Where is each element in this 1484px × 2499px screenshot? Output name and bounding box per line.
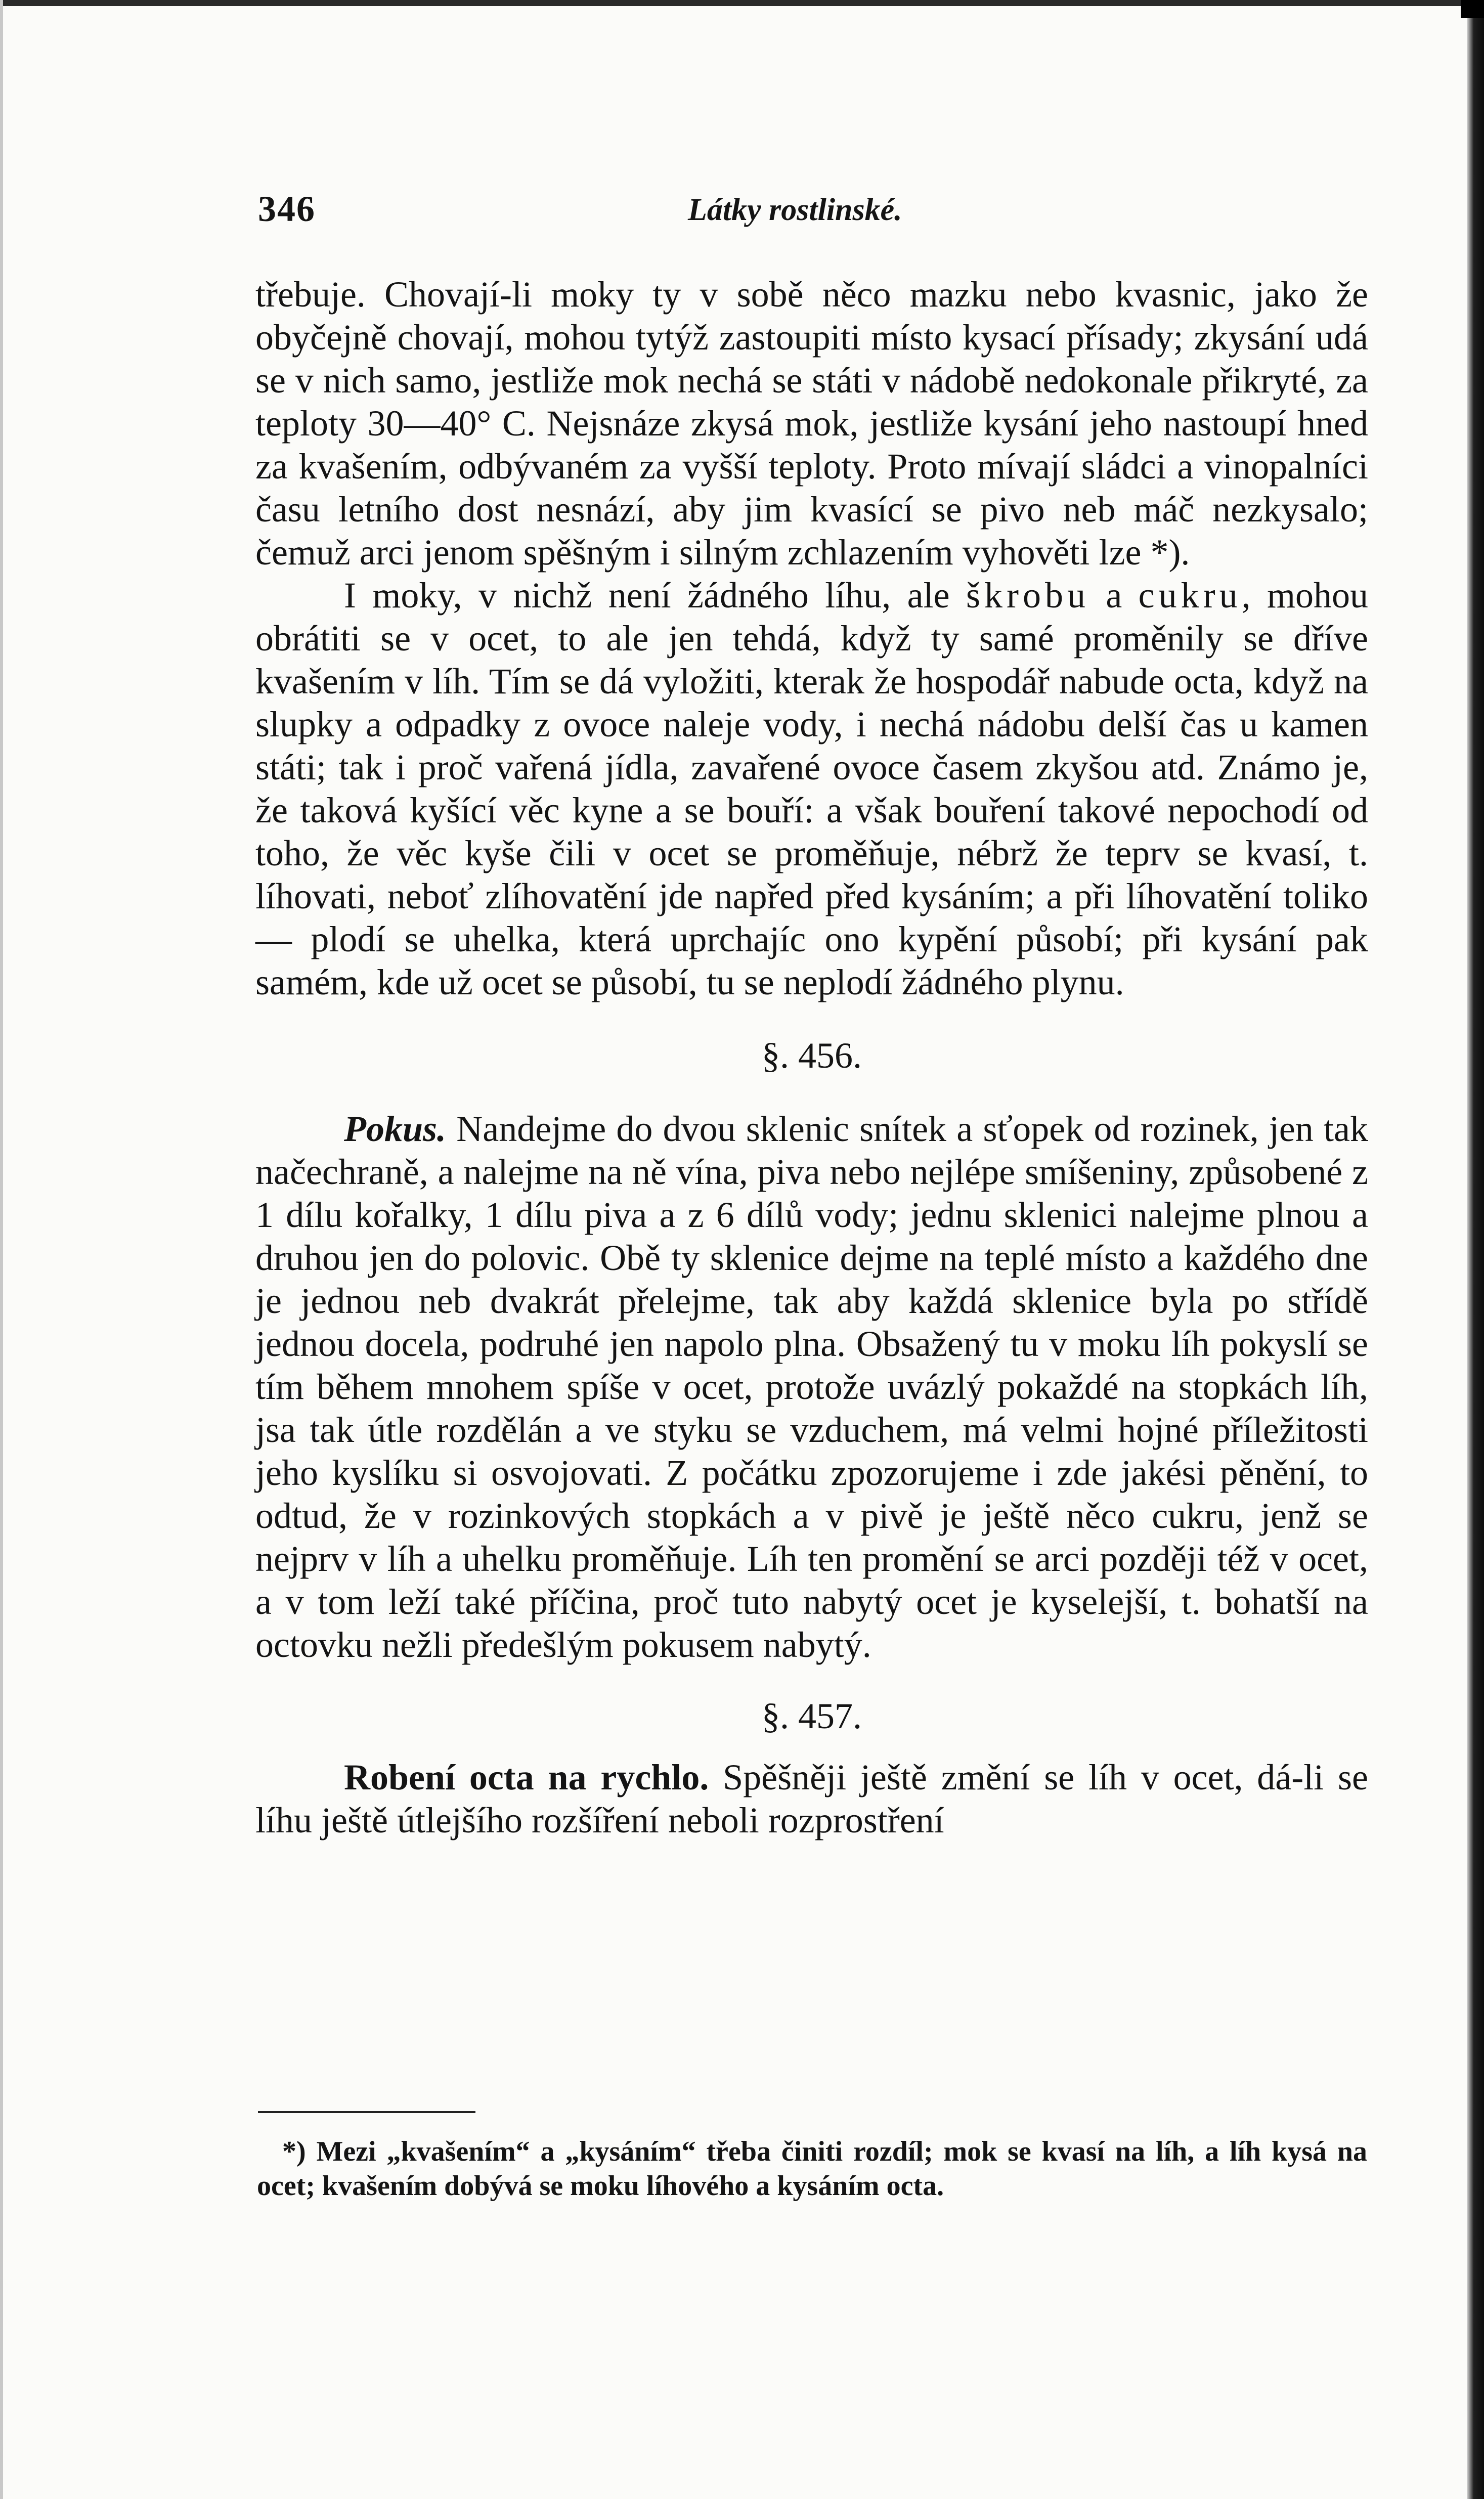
running-head: Látky rostlinské. bbox=[688, 193, 902, 227]
experiment-lead: Pokus. bbox=[344, 1109, 447, 1149]
scan-edge-top bbox=[0, 0, 1484, 6]
footnote bbox=[257, 2134, 1367, 2203]
paragraph-text: Spěšněji ještě změní se líh v ocet, dá-li se líhu ještě útlejšího rozšíření neboli rozprostření bbox=[255, 1757, 1369, 1840]
paragraph-text: , mohou obrátiti se v ocet, to ale jen tehdá, když ty samé proměnily se dříve kvašením v líh. Tím se dá vyložiti, kterak že hospodář nabude octa, když na slupky a odpadky z ovoce naleje vody, i nechá nádobu delší čas u kamen státi; tak i proč vařená jídla, zavařené ovoce časem zkyšou atd. Známo je, že taková kyšící věc kyne a se bouří: a však bouření takové nepochodí od toho, že věc kyše čili v ocet se proměňuje, nébrž že teprv se kvasí, t. líhovati, neboť zlíhovatění jde napřed před kysáním; a při líhovatění toliko — plodí se uhelka, která uprchajíc ono kypění působí; při kysání pak samém, kde už ocet se působí, tu se neplodí žádného plynu. bbox=[255, 575, 1368, 1002]
paragraph-text: a bbox=[1089, 575, 1139, 616]
paragraph-continuation: třebuje. Chovají-li moky ty v sobě něco mazku nebo kvasnic, jako že obyčejně chovají, mohou tytýž zastoupiti místo kysací přísady; zkysání udá se v nich samo, jestliže mok nechá se státi v nádobě nedokonale přikryté, za teploty 30—40° C. Nejsnáze zkysá mok, jestliže kysání jeho nastoupí hned za kvašením, odbývaném za vyšší teploty. Proto mívají sládci a vinopalníci času letního dost nesnází, aby jim kvasící se pivo neb máč nezkysalo; čemuž arci jenom spěšným i silným zchlazením vyhověti lze *). bbox=[255, 274, 1368, 573]
emphasis-starch: škrobu bbox=[966, 575, 1089, 616]
paragraph-text: Nandejme do dvou sklenic snítek a sťopek od rozinek, jen tak načechraně, a nalejme na ně vína, piva nebo nejlépe smíšeniny, způsobené z 1 dílu kořalky, 1 dílu piva a z 6 dílů vody; jednu sklenici nalejme plnou a druhou jen do polovic. Obě ty sklenice dejme na teplé místo a každého dne je jednou neb dvakrát přelejme, tak aby každá sklenice byla po střídě jednou docela, podruhé jen napolo plna. Obsažený tu v moku líh pokyslí se tím během mnohem spíše v ocet, protože uvázlý pokaždé na stopkách líh, jsa tak útle rozdělán a ve styku se vzduchem, má velmi hojné příležitosti jeho kyslíku si osvojovati. Z počátku zpozorujeme i zde jakési pěnění, to odtud, že v rozinkových stopkách a v pivě je ještě něco cukru, jenž se nejprv v líh a uhelku proměňuje. Líh ten promění se arci později též v ocet, a v tom leží také příčina, proč tuto nabytý ocet je kyselejší, t. bohatší na octovku nežli předešlým pokusem nabytý. bbox=[255, 1109, 1368, 1665]
section-heading-457: §. 457. bbox=[762, 1696, 862, 1736]
paragraph-quick-vinegar bbox=[255, 1756, 1368, 1842]
page-number: 346 bbox=[258, 189, 316, 229]
section-heading-456: §. 456. bbox=[762, 1035, 862, 1076]
emphasis-sugar: cukru bbox=[1138, 575, 1242, 616]
main-text bbox=[255, 273, 1368, 1842]
scan-edge-right bbox=[1467, 0, 1484, 2499]
paragraph-text: I moky, v nichž není žádného líhu, ale bbox=[344, 575, 966, 616]
scan-edge-left bbox=[0, 0, 3, 2499]
paragraph-experiment bbox=[255, 1108, 1368, 1667]
page-header bbox=[258, 188, 1371, 239]
scan-corner-mark bbox=[1461, 0, 1484, 18]
footnote-text: *) Mezi „kvašením“ a „kysáním“ třeba činiti rozdíl; mok se kvasí na líh, a líh kysá na ocet; kvašením dobývá se moku líhového a kysáním octa. bbox=[257, 2136, 1367, 2202]
quick-vinegar-lead: Robení octa na rychlo. bbox=[344, 1757, 709, 1797]
footnote-rule bbox=[258, 2111, 475, 2113]
paragraph-starch-sugar bbox=[255, 574, 1368, 1004]
